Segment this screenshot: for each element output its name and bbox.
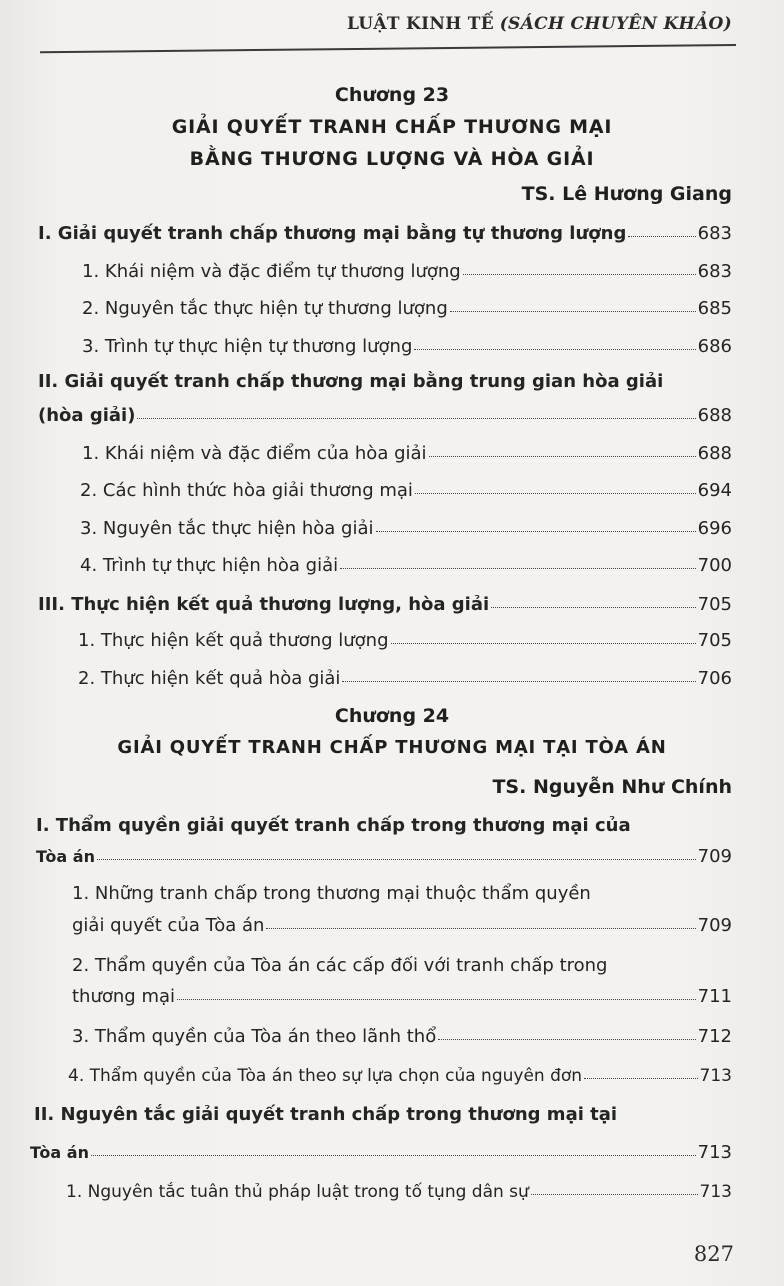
toc-entry-page: 700 (697, 555, 732, 576)
toc-entry-label: 4. Trình tự thực hiện hòa giải (80, 555, 339, 576)
toc-entry (80, 518, 732, 539)
running-head (347, 14, 732, 34)
toc-entry-label: 4. Thẩm quyền của Tòa án theo sự lựa chọn của nguyên đơn (68, 1066, 583, 1086)
running-head-title: LUẬT KINH TẾ (346, 14, 494, 34)
dot-leader (531, 1193, 698, 1195)
dot-leader (628, 235, 695, 237)
dot-leader (376, 530, 696, 532)
toc-entry (66, 1182, 732, 1202)
toc-entry (80, 480, 732, 501)
toc-entry-label: 1. Nguyên tắc tuân thủ pháp luật trong tố tụng dân sự (66, 1182, 529, 1202)
toc-entry-label: 1. Thực hiện kết quả thương lượng (78, 630, 389, 651)
toc-entry-label: Tòa án (36, 847, 95, 866)
toc-entry (68, 1066, 732, 1086)
toc-entry-page: 713 (699, 1066, 732, 1086)
toc-entry-page: 706 (697, 668, 732, 689)
toc-entry-page: 685 (697, 298, 732, 319)
chapter-24-title: GIẢI QUYẾT TRANH CHẤP THƯƠNG MẠI TẠI TÒA ÁN (117, 737, 667, 758)
toc-entry-page: 688 (697, 405, 732, 426)
toc-entry (72, 1026, 732, 1047)
toc-entry-page: 711 (697, 986, 732, 1007)
toc-entry-page: 686 (697, 336, 732, 357)
dot-leader (137, 417, 695, 419)
chapter-24-author: TS. Nguyễn Như Chính (492, 776, 732, 798)
dot-leader (266, 927, 695, 929)
toc-entry-page: 713 (697, 1142, 732, 1163)
dot-leader (91, 1154, 696, 1156)
toc-entry (80, 555, 732, 576)
chapter-23-title-line1: GIẢI QUYẾT TRANH CHẤP THƯƠNG MẠI (171, 116, 613, 138)
toc-entry-label: 2. Nguyên tắc thực hiện tự thương lượng (82, 298, 448, 319)
page-number: 827 (693, 1242, 734, 1266)
toc-entry-label: 3. Trình tự thực hiện tự thương lượng (82, 336, 413, 357)
toc-entry (82, 298, 732, 319)
toc-entry-label: 2. Thực hiện kết quả hòa giải (78, 668, 341, 689)
toc-entry-page: 696 (697, 518, 732, 539)
header-rule (40, 44, 736, 53)
toc-entry-page: 712 (697, 1026, 732, 1047)
toc-entry-label: 3. Nguyên tắc thực hiện hòa giải (80, 518, 374, 539)
dot-leader (491, 606, 695, 608)
chapter-23-title-line2: BẰNG THƯƠNG LƯỢNG VÀ HÒA GIẢI (189, 148, 595, 170)
dot-leader (97, 858, 696, 860)
toc-entry-label: (hòa giải) (38, 405, 136, 426)
toc-entry-page: 709 (697, 846, 732, 867)
toc-entry (30, 1142, 732, 1163)
dot-leader (415, 492, 696, 494)
chapter-23-label: Chương 23 (334, 84, 450, 106)
toc-entry-page: 694 (697, 480, 732, 501)
toc-entry-page: 705 (697, 594, 732, 615)
toc-entry (38, 223, 732, 244)
toc-entry-label: thương mại (72, 986, 176, 1007)
toc-entry-page: 709 (697, 915, 732, 936)
toc-entry-label: 1. Khái niệm và đặc điểm tự thương lượng (82, 261, 461, 282)
dot-leader (391, 642, 696, 644)
toc-entry-page: 688 (697, 443, 732, 464)
toc-entry-label: I. Giải quyết tranh chấp thương mại bằng tự thương lượng (38, 223, 627, 244)
dot-leader (342, 680, 695, 682)
dot-leader (584, 1077, 697, 1079)
toc-entry (82, 261, 732, 282)
toc-entry-label-line1: 2. Thẩm quyền của Tòa án các cấp đối với tranh chấp trong (72, 955, 608, 976)
toc-entry-label-line1: 1. Những tranh chấp trong thương mại thuộc thẩm quyền (72, 883, 591, 904)
dot-leader (340, 567, 696, 569)
toc-entry (72, 986, 732, 1007)
toc-entry (72, 915, 732, 936)
toc-entry-page: 713 (699, 1182, 732, 1202)
dot-leader (450, 310, 696, 312)
dot-leader (177, 998, 696, 1000)
toc-entry (78, 630, 732, 651)
toc-entry (82, 443, 732, 464)
dot-leader (414, 348, 695, 350)
running-head-subtitle: (SÁCH CHUYÊN KHẢO) (499, 14, 732, 34)
toc-entry-label: Tòa án (30, 1143, 89, 1162)
toc-entry-page: 683 (697, 261, 732, 282)
toc-entry-page: 705 (697, 630, 732, 651)
toc-entry-page: 683 (697, 223, 732, 244)
dot-leader (438, 1038, 695, 1040)
chapter-24-label: Chương 24 (334, 705, 450, 727)
toc-entry-label: giải quyết của Tòa án (72, 915, 265, 936)
toc-entry-label-line1: II. Nguyên tắc giải quyết tranh chấp trong thương mại tại (34, 1104, 618, 1125)
chapter-23-author: TS. Lê Hương Giang (521, 183, 732, 205)
toc-entry-label-line1: I. Thẩm quyền giải quyết tranh chấp trong thương mại của (36, 815, 631, 836)
dot-leader (463, 273, 696, 275)
toc-entry (36, 846, 732, 867)
toc-entry-label: 1. Khái niệm và đặc điểm của hòa giải (82, 443, 427, 464)
toc-entry-label-line1: II. Giải quyết tranh chấp thương mại bằng trung gian hòa giải (38, 371, 664, 392)
toc-entry-label: III. Thực hiện kết quả thương lượng, hòa giải (38, 594, 490, 615)
toc-entry-label: 2. Các hình thức hòa giải thương mại (80, 480, 413, 501)
dot-leader (429, 455, 696, 457)
toc-entry (78, 668, 732, 689)
toc-entry (38, 405, 732, 426)
toc-entry-label: 3. Thẩm quyền của Tòa án theo lãnh thổ (72, 1026, 437, 1047)
toc-entry (38, 594, 732, 615)
toc-entry (82, 336, 732, 357)
